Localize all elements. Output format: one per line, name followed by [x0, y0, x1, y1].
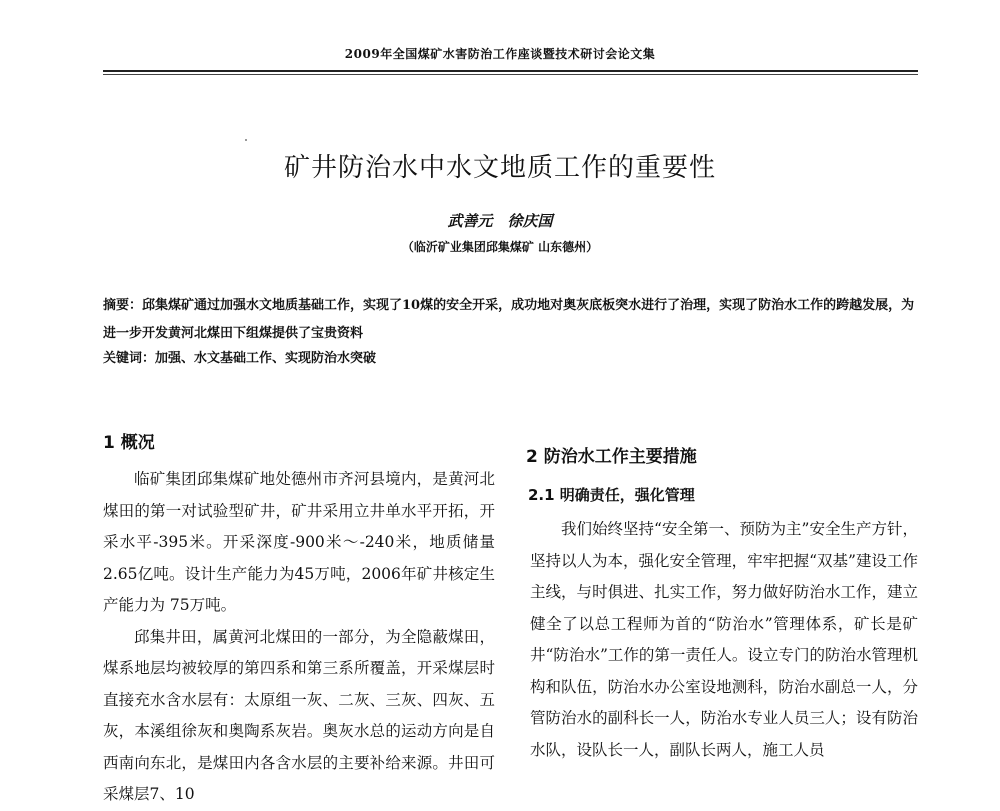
section-2-body — [530, 514, 918, 766]
paper-title: 矿井防治水中水文地质工作的重要性 — [283, 153, 716, 183]
abstract-label: 摘要： — [103, 298, 143, 313]
header-rule-thin — [103, 74, 918, 75]
keywords-text: 加强、水文基础工作、实现防治水突破 — [155, 351, 377, 366]
subsection-2-1-heading: 2.1 明确责任，强化管理 — [528, 486, 695, 504]
keywords — [103, 347, 918, 371]
keywords-label: 关键词： — [103, 351, 156, 366]
section-2-heading: 2 防治水工作主要措施 — [526, 447, 697, 467]
header-rule-thick — [103, 70, 918, 72]
abstract — [103, 292, 918, 348]
section-1-heading: 1 概况 — [103, 433, 155, 453]
running-header: 2009年全国煤矿水害防治工作座谈暨技术研讨会论文集 — [344, 47, 656, 61]
section-2-paragraph-1: 我们始终坚持“安全第一、预防为主”安全生产方针，坚持以人为本，强化安全管理，牢牢把握“双基”建设工作主线，与时俱进、扎实工作，努力做好防治水工作，建立健全了以总工程师为首的“防治水”管理体系，矿长是矿井“防治水”工作的第一责任人。设立专门的防治水管理机构和队伍，防治水办公室设地测科，防治水副总一人，分管防治水的副科长一人，防治水专业人员三人；设有防治水队，设队长一人，副队长两人，施工人员 — [530, 520, 918, 759]
section-1-paragraph-1: 临矿集团邱集煤矿地处德州市齐河县境内，是黄河北煤田的第一对试验型矿井，矿井采用立井单水平开拓，开采水平-395米。开采深度-900米～-240米，地质储量2.65亿吨。设计生产能力为45万吨，2006年矿井核定生产能力为 75万吨。 — [103, 470, 495, 614]
paper-affiliation: （临沂矿业集团邱集煤矿 山东德州） — [401, 240, 599, 254]
abstract-text: 邱集煤矿通过加强水文地质基础工作，实现了10煤的安全开采，成功地对奥灰底板突水进行了治理，实现了防治水工作的跨越发展，为进一步开发黄河北煤田下组煤提供了宝贵资料 — [103, 298, 915, 341]
section-1-paragraph-2: 邱集井田，属黄河北煤田的一部分，为全隐蔽煤田，煤系地层均被较厚的第四系和第三系所覆盖，开采煤层时直接充水含水层有：太原组一灰、二灰、三灰、四灰、五灰，本溪组徐灰和奥陶系灰岩。奥灰水总的运动方向是自西南向东北，是煤田内各含水层的主要补给来源。井田可采煤层7、10 — [103, 627, 495, 803]
scan-speck — [245, 139, 247, 141]
section-1-body — [103, 464, 495, 811]
paper-authors: 武善元 徐庆国 — [447, 212, 553, 230]
